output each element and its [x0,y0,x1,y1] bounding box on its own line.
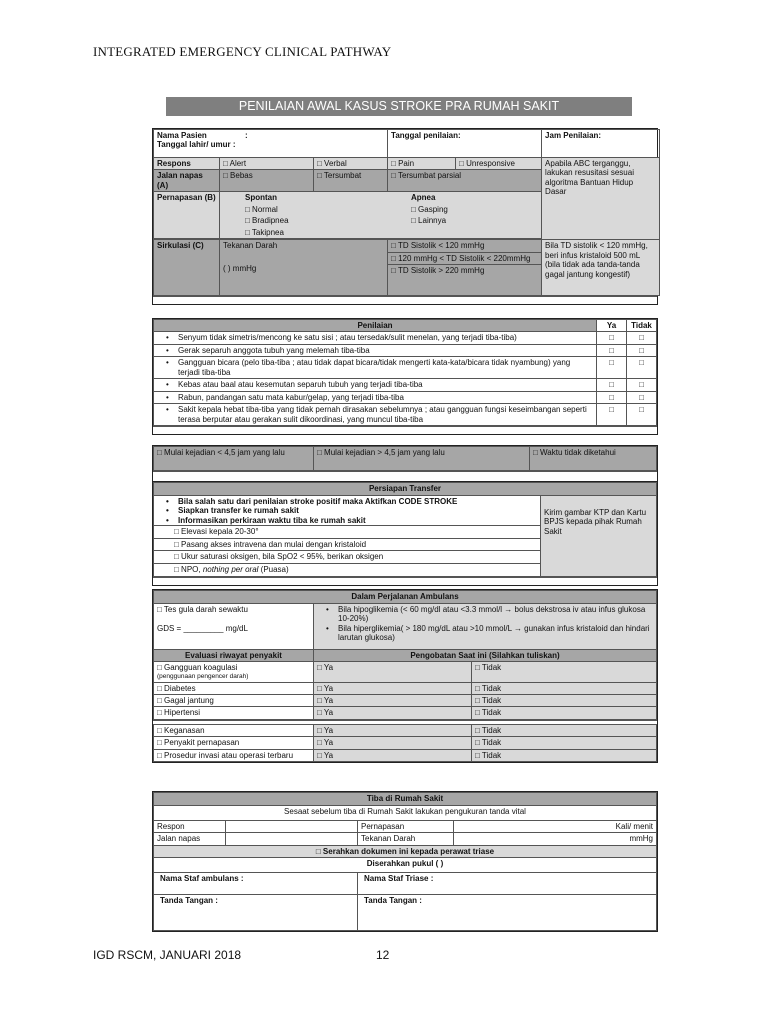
history-item-name[interactable]: □ Gagal jantung [157,695,214,705]
npo-suffix: (Puasa) [258,564,289,574]
assessment-row [154,391,657,403]
history-row [154,737,657,749]
ya-header: Ya [597,320,627,332]
history-ya[interactable]: □ Ya [314,749,472,761]
ambulance-section [152,589,658,763]
history-item[interactable]: □ Keganasan [154,724,314,736]
assessment-time-cell[interactable] [542,130,660,158]
staf-triase-field[interactable]: Nama Staf Triase : [358,873,657,895]
jalan-tersumbat[interactable]: □ Tersumbat [314,170,388,192]
respons-unresponsive[interactable]: □ Unresponsive [456,158,542,170]
transfer-section [152,481,658,586]
respons-alert[interactable]: □ Alert [220,158,314,170]
history-row [154,707,657,719]
hypoglycemia-note: • Bila hipoglikemia (< 60 mg/dl atau <3.3 mmol/l → bolus dekstrosa iv atau infus glukosa 10-20%) [314,605,653,624]
transfer-saturasi[interactable]: □ Ukur saturasi oksigen, bila SpO2 < 95%, berikan oksigen [154,551,540,563]
ambulance-header: Dalam Perjalanan Ambulans [154,591,657,604]
assessment-item: • Gerak separuh anggota tubuh yang melemah tiba-tiba [154,344,597,356]
abc-note: Apabila ABC terganggu, lakukan resusitasi sesuai algoritma Bantuan Hidup Dasar [542,158,660,240]
history-item [154,682,314,694]
patient-name-label: Nama Pasien [157,131,207,140]
ttd-ambulans-field[interactable]: Tanda Tangan : [154,895,358,931]
transfer-note: Kirim gambar KTP dan Kartu BPJS kepada pihak Rumah Sakit [540,496,656,577]
history-ya[interactable]: □ Ya [314,694,472,706]
apnea-lainnya[interactable]: □ Lainnya [411,216,447,226]
npo-italic: nothing per oral [202,564,259,574]
jalan-napas-label: Jalan napas (A) [154,170,220,192]
history-tidak[interactable]: □ Tidak [472,749,657,761]
ya-checkbox[interactable]: □ [597,391,627,403]
transfer-elevasi[interactable]: □ Elevasi kepala 20-30° [154,526,540,538]
apnea-label: Apnea [411,193,436,203]
patient-name-cell[interactable] [154,130,388,158]
arrival-section [152,791,658,932]
onset-section [152,445,658,482]
tidak-checkbox[interactable]: □ [627,344,657,356]
assessment-row [154,379,657,391]
page-header: INTEGRATED EMERGENCY CLINICAL PATHWAY [93,44,392,59]
patient-name-colon: : [245,131,248,140]
spontan-normal[interactable]: □ Normal [245,204,278,214]
td-option-mid[interactable]: □ 120 mmHg < TD Sistolik < 220mmHg [388,253,541,265]
jalan-napas-arrival-label: Jalan napas [154,833,226,845]
td-option-high[interactable]: □ TD Sistolik > 220 mmHg [391,266,485,276]
history-item[interactable]: □ Prosedur invasi atau operasi terbaru [154,749,314,761]
footer-left: IGD RSCM, JANUARI 2018 [93,948,242,962]
tidak-checkbox[interactable]: □ [627,379,657,391]
history-row [154,662,657,682]
history-ya[interactable]: □ Ya [314,662,472,682]
history-tidak[interactable]: □ Tidak [472,682,657,694]
ya-checkbox[interactable]: □ [597,404,627,426]
gds-check[interactable]: □ Tes gula darah sewaktu [157,605,248,614]
hyperglycemia-note: • Bila hiperglikemia( > 180 mg/dL atau >10 mmol/L → gunakan infus kristaloid dan hindari larutan glukosa) [314,624,653,643]
td-label: Tekanan Darah [223,241,278,251]
assessment-section [152,318,658,435]
staf-ambulans-field[interactable]: Nama Staf ambulans : [154,873,358,895]
respons-label: Respons [154,158,220,170]
arrival-note: Sesaat sebelum tiba di Rumah Sakit lakukan pengukuran tanda vital [154,806,657,821]
history-item [154,707,314,719]
history-ya[interactable]: □ Ya [314,682,472,694]
npo-prefix: □ NPO, [174,564,203,574]
assessment-row [154,404,657,426]
ya-checkbox[interactable]: □ [597,357,627,379]
history-ya[interactable]: □ Ya [314,724,472,736]
jalan-napas-field[interactable] [226,833,358,845]
history-tidak[interactable]: □ Tidak [472,737,657,749]
tidak-checkbox[interactable]: □ [627,357,657,379]
tidak-checkbox[interactable]: □ [627,391,657,403]
gds-field[interactable]: GDS = _________ mg/dL [157,624,248,634]
assessment-date-cell[interactable] [388,130,542,158]
history-tidak[interactable]: □ Tidak [472,707,657,719]
tidak-checkbox[interactable]: □ [627,332,657,344]
spontan-label: Spontan [245,193,277,203]
assessment-row [154,357,657,379]
tidak-checkbox[interactable]: □ [627,404,657,426]
respons-pain[interactable]: □ Pain [388,158,456,170]
onset-unknown[interactable]: □ Waktu tidak diketahui [530,447,657,471]
transfer-prepare: • Siapkan transfer ke rumah sakit [154,506,540,515]
eval-history-header: Evaluasi riwayat penyakit [154,650,314,662]
history-ya[interactable]: □ Ya [314,737,472,749]
jalan-bebas[interactable]: □ Bebas [220,170,314,192]
history-tidak[interactable]: □ Tidak [472,694,657,706]
mmhg-field[interactable]: mmHg [454,833,657,845]
history-tidak[interactable]: □ Tidak [472,662,657,682]
tidak-header: Tidak [627,320,657,332]
diserahkan-field[interactable]: Diserahkan pukul ( ) [154,858,657,873]
onset-over-4-5h[interactable]: □ Mulai kejadian > 4,5 jam yang lalu [314,447,530,471]
respons-verbal[interactable]: □ Verbal [314,158,388,170]
history-row [154,724,657,736]
dob-label: Tanggal lahir/ umur : [157,140,236,150]
history-tidak[interactable]: □ Tidak [472,724,657,736]
patient-abc-section [152,128,658,305]
assessment-date-label: Tanggal penilaian: [391,131,461,140]
form-title-banner: PENILAIAN AWAL KASUS STROKE PRA RUMAH SAKIT [166,97,632,116]
td-input[interactable]: ( ) mmHg [223,263,257,273]
assessment-header: Penilaian [154,320,597,332]
ya-checkbox[interactable]: □ [597,332,627,344]
current-meds-header: Pengobatan Saat ini (Silahkan tuliskan) [314,650,657,662]
assessment-time-label: Jam Penilaian: [545,131,602,140]
history-row [154,749,657,761]
history-row [154,682,657,694]
assessment-row [154,344,657,356]
pernapasan-label: Pernapasan (B) [154,192,220,239]
kali-menit-field[interactable]: Kali/ menit [454,821,657,833]
transfer-akses-iv[interactable]: □ Pasang akses intravena dan mulai dengan kristaloid [154,539,540,551]
history-item [154,662,314,682]
history-item [154,694,314,706]
ttd-triase-field[interactable]: Tanda Tangan : [358,895,657,931]
assessment-row [154,332,657,344]
history-item-sub: (penggunaan pengencer darah) [157,672,249,680]
sirkulasi-label: Sirkulasi (C) [154,240,220,296]
pernapasan-arrival-label: Pernapasan [358,821,454,833]
history-item-name[interactable]: □ Hipertensi [157,708,201,718]
ya-checkbox[interactable]: □ [597,344,627,356]
serahkan-check[interactable]: □ Serahkan dokumen ini kepada perawat triase [154,845,657,857]
apnea-gasping[interactable]: □ Gasping [411,204,448,214]
respon-label: Respon [154,821,226,833]
history-item[interactable]: □ Penyakit pernapasan [154,737,314,749]
assessment-item: • Rabun, pandangan satu mata kabur/gelap, yang terjadi tiba-tiba [154,391,597,403]
history-item-name[interactable]: □ Diabetes [157,683,196,693]
td-arrival-label: Tekanan Darah [358,833,454,845]
page-number: 12 [376,948,390,962]
jalan-tersumbat-parsial[interactable]: □ Tersumbat parsial [388,170,542,192]
transfer-code-stroke: • Bila salah satu dari penilaian stroke positif maka Aktifkan CODE STROKE [154,496,540,506]
onset-under-4-5h[interactable]: □ Mulai kejadian < 4,5 jam yang lalu [154,447,314,471]
ya-checkbox[interactable]: □ [597,379,627,391]
transfer-npo[interactable] [154,564,540,576]
assessment-item: • Gangguan bicara (pelo tiba-tiba ; atau tidak dapat bicara/tidak mengerti kata-kata/bicara tidak nyambung) yang terjadi tiba-tiba [154,357,597,379]
transfer-inform: • Informasikan perkiraan waktu tiba ke rumah sakit [154,516,540,526]
sirkulasi-note: Bila TD sistolik < 120 mmHg, beri infus kristaloid 500 mL (bila tidak ada tanda-tanda gagal jantung kongestif) [542,240,660,296]
respon-field[interactable] [226,821,358,833]
assessment-item: • Senyum tidak simetris/mencong ke satu sisi ; atau tersedak/sulit menelan, yang terjadi tiba-tiba) [154,332,597,344]
assessment-item: • Kebas atau baal atau kesemutan separuh tubuh yang terjadi tiba-tiba [154,379,597,391]
spontan-bradipnea[interactable]: □ Bradipnea [245,216,289,226]
history-row [154,694,657,706]
assessment-item: • Sakit kepala hebat tiba-tiba yang tidak pernah dirasakan sebelumnya ; atau gangguan fungsi keseimbangan seperti terasa berputar atau gerakan sulit dikoordinasi, yang muncul tiba-tiba [154,404,597,426]
arrival-header: Tiba di Rumah Sakit [154,793,657,806]
td-option-low[interactable]: □ TD Sistolik < 120 mmHg [388,240,541,252]
spontan-takipnea[interactable]: □ Takipnea [245,227,284,237]
history-ya[interactable]: □ Ya [314,707,472,719]
transfer-header: Persiapan Transfer [154,483,657,496]
history-item-name[interactable]: □ Gangguan koagulasi [157,663,238,673]
